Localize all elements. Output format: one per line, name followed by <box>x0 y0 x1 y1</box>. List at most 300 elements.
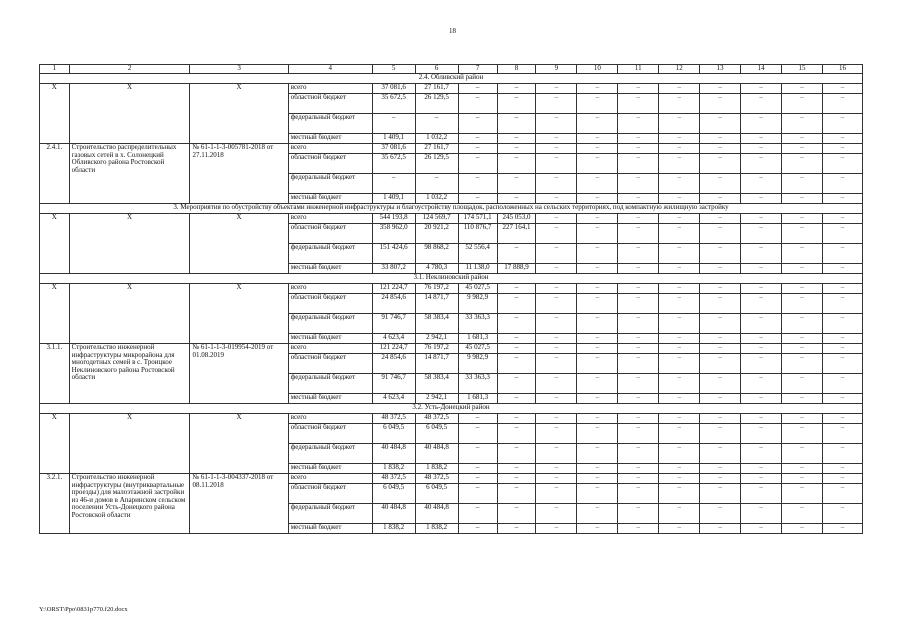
empty-value-col10: – <box>577 114 618 134</box>
empty-value-col15: – <box>782 474 823 484</box>
empty-value-col10: – <box>577 214 618 224</box>
value-col5: 33 807,2 <box>372 264 415 274</box>
value-col8: – <box>497 94 536 114</box>
section-heading: 2.4. Обливский район <box>40 74 863 84</box>
value-col6: 2 942,1 <box>415 394 458 404</box>
empty-value-col12: – <box>659 414 700 424</box>
column-number: 9 <box>536 65 577 74</box>
value-col5: 358 962,0 <box>372 224 415 244</box>
column-number: 4 <box>288 65 372 74</box>
footer-file-path: Y:\ORST\Ppo\0831p770.f20.docx <box>39 606 128 613</box>
column-number: 16 <box>822 65 862 74</box>
empty-value-col12: – <box>659 154 700 174</box>
empty-value-col9: – <box>536 244 577 264</box>
empty-value-col15: – <box>782 114 823 134</box>
empty-value-col15: – <box>782 344 823 354</box>
value-col8: 245 053,0 <box>497 214 536 224</box>
funding-source-label: всего <box>288 84 372 94</box>
value-col5: 37 081,6 <box>372 144 415 154</box>
value-col5: 35 672,5 <box>372 154 415 174</box>
object-name: Строительство инженерной инфраструктуры (внутриквартальные проезды) для малоэтажной застройки из 46-и домов в Апаринском сельском поселении Усть-Донецкого района Ростовской области <box>69 474 190 534</box>
column-number: 6 <box>415 65 458 74</box>
funding-source-label: местный бюджет <box>288 524 372 534</box>
value-col6: 48 372,5 <box>415 474 458 484</box>
value-col5: 4 623,4 <box>372 394 415 404</box>
column-number: 1 <box>40 65 70 74</box>
empty-value-col11: – <box>618 114 659 134</box>
empty-value-col10: – <box>577 354 618 374</box>
value-col5: 4 623,4 <box>372 334 415 344</box>
empty-value-col10: – <box>577 504 618 524</box>
empty-value-col9: – <box>536 524 577 534</box>
empty-value-col9: – <box>536 334 577 344</box>
empty-value-col14: – <box>741 394 782 404</box>
empty-value-col11: – <box>618 344 659 354</box>
value-col6: 58 383,4 <box>415 314 458 334</box>
value-col8: – <box>497 114 536 134</box>
value-col6: – <box>415 114 458 134</box>
empty-value-col14: – <box>741 464 782 474</box>
empty-value-col16: – <box>822 114 862 134</box>
empty-value-col14: – <box>741 134 782 144</box>
empty-value-col12: – <box>659 114 700 134</box>
empty-value-col9: – <box>536 114 577 134</box>
value-col6: 26 129,5 <box>415 94 458 114</box>
value-col6: 124 569,7 <box>415 214 458 224</box>
funding-source-label: местный бюджет <box>288 334 372 344</box>
value-col8: – <box>497 464 536 474</box>
empty-value-col13: – <box>700 354 741 374</box>
empty-value-col11: – <box>618 194 659 204</box>
funding-source-label: местный бюджет <box>288 264 372 274</box>
item-number: 3.1.1. <box>40 344 70 404</box>
value-col7: – <box>458 474 497 484</box>
funding-source-label: федеральный бюджет <box>288 314 372 334</box>
empty-value-col13: – <box>700 474 741 484</box>
empty-value-col13: – <box>700 114 741 134</box>
empty-value-col14: – <box>741 214 782 224</box>
section-heading: 3. Мероприятия по обустройству объектами инженерной инфраструктуры и благоустройству площадок, расположенных на сельских территориях, под компактную жилищную застройку <box>40 204 863 214</box>
empty-value-col9: – <box>536 264 577 274</box>
empty-value-col9: – <box>536 394 577 404</box>
value-col6: 58 383,4 <box>415 374 458 394</box>
value-col8: – <box>497 174 536 194</box>
empty-value-col9: – <box>536 484 577 504</box>
expertise-number: Х <box>190 84 288 144</box>
empty-value-col12: – <box>659 264 700 274</box>
section-heading: 3.1. Неклиновский район <box>40 274 863 284</box>
empty-value-col16: – <box>822 474 862 484</box>
empty-value-col15: – <box>782 144 823 154</box>
empty-value-col13: – <box>700 224 741 244</box>
value-col7: – <box>458 414 497 424</box>
value-col7: – <box>458 524 497 534</box>
empty-value-col9: – <box>536 134 577 144</box>
empty-value-col15: – <box>782 174 823 194</box>
empty-value-col16: – <box>822 424 862 444</box>
empty-value-col15: – <box>782 84 823 94</box>
section-row <box>40 204 863 214</box>
value-col7: – <box>458 464 497 474</box>
empty-value-col15: – <box>782 294 823 314</box>
column-number: 2 <box>69 65 190 74</box>
value-col7: – <box>458 94 497 114</box>
value-col5: 91 746,7 <box>372 314 415 334</box>
value-col7: – <box>458 504 497 524</box>
value-col6: 26 129,5 <box>415 154 458 174</box>
column-number: 8 <box>497 65 536 74</box>
empty-value-col12: – <box>659 344 700 354</box>
value-col5: 40 484,8 <box>372 504 415 524</box>
empty-value-col15: – <box>782 194 823 204</box>
empty-value-col11: – <box>618 444 659 464</box>
value-col8: – <box>497 374 536 394</box>
object-name: Х <box>69 284 190 344</box>
empty-value-col16: – <box>822 294 862 314</box>
budget-table <box>39 64 863 534</box>
funding-source-label: областной бюджет <box>288 224 372 244</box>
value-col7: 52 556,4 <box>458 244 497 264</box>
value-col5: 48 372,5 <box>372 414 415 424</box>
empty-value-col11: – <box>618 354 659 374</box>
value-col5: – <box>372 174 415 194</box>
empty-value-col10: – <box>577 414 618 424</box>
value-col7: 9 982,9 <box>458 354 497 374</box>
value-col8: 17 888,9 <box>497 264 536 274</box>
empty-value-col15: – <box>782 224 823 244</box>
empty-value-col13: – <box>700 394 741 404</box>
empty-value-col11: – <box>618 284 659 294</box>
value-col7: 1 681,3 <box>458 334 497 344</box>
funding-source-label: всего <box>288 214 372 224</box>
funding-source-label: местный бюджет <box>288 194 372 204</box>
empty-value-col10: – <box>577 424 618 444</box>
value-col7: 45 027,5 <box>458 344 497 354</box>
funding-source-label: федеральный бюджет <box>288 114 372 134</box>
empty-value-col14: – <box>741 344 782 354</box>
funding-source-label: областной бюджет <box>288 424 372 444</box>
value-col6: 14 871,7 <box>415 294 458 314</box>
empty-value-col14: – <box>741 314 782 334</box>
empty-value-col10: – <box>577 464 618 474</box>
expertise-number: Х <box>190 214 288 274</box>
empty-value-col9: – <box>536 214 577 224</box>
empty-value-col9: – <box>536 424 577 444</box>
empty-value-col13: – <box>700 214 741 224</box>
funding-source-label: местный бюджет <box>288 394 372 404</box>
value-col8: – <box>497 424 536 444</box>
value-col6: 40 484,8 <box>415 444 458 464</box>
empty-value-col16: – <box>822 84 862 94</box>
empty-value-col14: – <box>741 154 782 174</box>
empty-value-col12: – <box>659 144 700 154</box>
value-col5: – <box>372 114 415 134</box>
value-col5: 151 424,6 <box>372 244 415 264</box>
empty-value-col14: – <box>741 174 782 194</box>
table-row <box>40 344 863 354</box>
empty-value-col9: – <box>536 294 577 314</box>
empty-value-col16: – <box>822 464 862 474</box>
empty-value-col13: – <box>700 444 741 464</box>
funding-source-label: федеральный бюджет <box>288 174 372 194</box>
empty-value-col9: – <box>536 474 577 484</box>
empty-value-col13: – <box>700 524 741 534</box>
empty-value-col10: – <box>577 174 618 194</box>
value-col5: 1 838,2 <box>372 464 415 474</box>
value-col7: – <box>458 444 497 464</box>
empty-value-col9: – <box>536 84 577 94</box>
funding-source-label: областной бюджет <box>288 94 372 114</box>
value-col8: – <box>497 504 536 524</box>
empty-value-col14: – <box>741 444 782 464</box>
value-col6: 14 871,7 <box>415 354 458 374</box>
empty-value-col11: – <box>618 134 659 144</box>
value-col5: 37 081,6 <box>372 84 415 94</box>
empty-value-col15: – <box>782 154 823 174</box>
value-col6: 98 868,2 <box>415 244 458 264</box>
empty-value-col10: – <box>577 264 618 274</box>
value-col8: – <box>497 474 536 484</box>
empty-value-col9: – <box>536 194 577 204</box>
empty-value-col14: – <box>741 414 782 424</box>
funding-source-label: всего <box>288 344 372 354</box>
value-col7: 110 876,7 <box>458 224 497 244</box>
expertise-number: № 61-1-1-3-004337-2018 от 08.11.2018 <box>190 474 288 534</box>
value-col6: 1 838,2 <box>415 464 458 474</box>
empty-value-col9: – <box>536 504 577 524</box>
empty-value-col14: – <box>741 374 782 394</box>
funding-source-label: федеральный бюджет <box>288 444 372 464</box>
item-number: Х <box>40 414 70 474</box>
empty-value-col9: – <box>536 144 577 154</box>
empty-value-col16: – <box>822 344 862 354</box>
empty-value-col16: – <box>822 394 862 404</box>
value-col6: 4 780,3 <box>415 264 458 274</box>
value-col8: – <box>497 444 536 464</box>
empty-value-col13: – <box>700 244 741 264</box>
empty-value-col9: – <box>536 224 577 244</box>
empty-value-col12: – <box>659 464 700 474</box>
value-col7: 174 571,1 <box>458 214 497 224</box>
empty-value-col11: – <box>618 424 659 444</box>
value-col6: 76 197,2 <box>415 284 458 294</box>
empty-value-col13: – <box>700 94 741 114</box>
value-col8: – <box>497 344 536 354</box>
value-col7: – <box>458 194 497 204</box>
value-col6: 20 921,2 <box>415 224 458 244</box>
funding-source-label: всего <box>288 284 372 294</box>
empty-value-col10: – <box>577 154 618 174</box>
empty-value-col13: – <box>700 194 741 204</box>
empty-value-col13: – <box>700 414 741 424</box>
empty-value-col16: – <box>822 144 862 154</box>
expertise-number: Х <box>190 284 288 344</box>
object-name: Строительство инженерной инфраструктуры микрорайона для многодетных семей в с. Троицкое Неклиновского района Ростовской области <box>69 344 190 404</box>
item-number: 3.2.1. <box>40 474 70 534</box>
value-col8: 227 164,1 <box>497 224 536 244</box>
empty-value-col13: – <box>700 264 741 274</box>
column-number: 10 <box>577 65 618 74</box>
empty-value-col9: – <box>536 414 577 424</box>
empty-value-col11: – <box>618 224 659 244</box>
value-col7: – <box>458 174 497 194</box>
object-name: Х <box>69 214 190 274</box>
empty-value-col12: – <box>659 94 700 114</box>
value-col7: 33 363,3 <box>458 374 497 394</box>
empty-value-col16: – <box>822 504 862 524</box>
expertise-number: Х <box>190 414 288 474</box>
value-col8: – <box>497 244 536 264</box>
value-col8: – <box>497 414 536 424</box>
value-col6: 1 032,2 <box>415 134 458 144</box>
value-col5: 121 224,7 <box>372 344 415 354</box>
empty-value-col14: – <box>741 224 782 244</box>
empty-value-col15: – <box>782 414 823 424</box>
value-col8: – <box>497 144 536 154</box>
value-col6: 27 161,7 <box>415 84 458 94</box>
empty-value-col11: – <box>618 374 659 394</box>
value-col7: – <box>458 114 497 134</box>
empty-value-col9: – <box>536 354 577 374</box>
section-heading: 3.2. Усть-Донецкий район <box>40 404 863 414</box>
empty-value-col10: – <box>577 394 618 404</box>
value-col5: 35 672,5 <box>372 94 415 114</box>
empty-value-col11: – <box>618 264 659 274</box>
value-col7: 1 681,3 <box>458 394 497 404</box>
empty-value-col11: – <box>618 294 659 314</box>
empty-value-col15: – <box>782 214 823 224</box>
empty-value-col12: – <box>659 174 700 194</box>
value-col5: 24 854,6 <box>372 294 415 314</box>
empty-value-col15: – <box>782 244 823 264</box>
empty-value-col9: – <box>536 284 577 294</box>
empty-value-col11: – <box>618 174 659 194</box>
empty-value-col15: – <box>782 284 823 294</box>
column-number: 11 <box>618 65 659 74</box>
empty-value-col9: – <box>536 314 577 334</box>
table-row <box>40 474 863 484</box>
value-col5: 6 049,5 <box>372 484 415 504</box>
empty-value-col16: – <box>822 314 862 334</box>
empty-value-col11: – <box>618 464 659 474</box>
value-col5: 544 193,8 <box>372 214 415 224</box>
empty-value-col16: – <box>822 244 862 264</box>
empty-value-col11: – <box>618 94 659 114</box>
funding-source-label: областной бюджет <box>288 354 372 374</box>
empty-value-col12: – <box>659 524 700 534</box>
empty-value-col12: – <box>659 314 700 334</box>
empty-value-col12: – <box>659 444 700 464</box>
empty-value-col16: – <box>822 214 862 224</box>
empty-value-col11: – <box>618 414 659 424</box>
empty-value-col15: – <box>782 374 823 394</box>
empty-value-col10: – <box>577 224 618 244</box>
value-col6: 6 049,5 <box>415 424 458 444</box>
empty-value-col13: – <box>700 464 741 474</box>
empty-value-col16: – <box>822 154 862 174</box>
value-col8: – <box>497 334 536 344</box>
value-col8: – <box>497 524 536 534</box>
empty-value-col16: – <box>822 194 862 204</box>
empty-value-col15: – <box>782 264 823 274</box>
column-number: 15 <box>782 65 823 74</box>
funding-source-label: местный бюджет <box>288 134 372 144</box>
empty-value-col14: – <box>741 264 782 274</box>
empty-value-col16: – <box>822 284 862 294</box>
column-number-row <box>40 65 863 74</box>
value-col5: 48 372,5 <box>372 474 415 484</box>
item-number: Х <box>40 284 70 344</box>
value-col7: 33 363,3 <box>458 314 497 334</box>
value-col6: 1 838,2 <box>415 524 458 534</box>
empty-value-col9: – <box>536 374 577 394</box>
empty-value-col14: – <box>741 424 782 444</box>
table-row <box>40 284 863 294</box>
object-name: Х <box>69 84 190 144</box>
value-col7: – <box>458 144 497 154</box>
empty-value-col15: – <box>782 484 823 504</box>
value-col6: – <box>415 174 458 194</box>
item-number: Х <box>40 214 70 274</box>
funding-source-label: всего <box>288 474 372 484</box>
empty-value-col16: – <box>822 444 862 464</box>
empty-value-col14: – <box>741 284 782 294</box>
empty-value-col15: – <box>782 334 823 344</box>
object-name: Х <box>69 414 190 474</box>
funding-source-label: областной бюджет <box>288 154 372 174</box>
empty-value-col10: – <box>577 444 618 464</box>
column-number: 13 <box>700 65 741 74</box>
empty-value-col14: – <box>741 524 782 534</box>
empty-value-col12: – <box>659 474 700 484</box>
empty-value-col10: – <box>577 294 618 314</box>
value-col5: 1 838,2 <box>372 524 415 534</box>
value-col7: 9 982,9 <box>458 294 497 314</box>
page-number: 18 <box>449 27 456 35</box>
empty-value-col16: – <box>822 264 862 274</box>
empty-value-col15: – <box>782 394 823 404</box>
empty-value-col14: – <box>741 294 782 314</box>
value-col8: – <box>497 484 536 504</box>
value-col7: 11 138,0 <box>458 264 497 274</box>
table-row <box>40 84 863 94</box>
expertise-number: № 61-1-1-3-019954-2019 от 01.08.2019 <box>190 344 288 404</box>
empty-value-col10: – <box>577 194 618 204</box>
empty-value-col9: – <box>536 154 577 174</box>
column-number: 14 <box>741 65 782 74</box>
item-number: 2.4.1. <box>40 144 70 204</box>
empty-value-col11: – <box>618 314 659 334</box>
value-col8: – <box>497 314 536 334</box>
value-col7: – <box>458 424 497 444</box>
value-col6: 40 484,8 <box>415 504 458 524</box>
value-col6: 76 197,2 <box>415 344 458 354</box>
empty-value-col14: – <box>741 84 782 94</box>
value-col8: – <box>497 134 536 144</box>
empty-value-col16: – <box>822 414 862 424</box>
empty-value-col9: – <box>536 444 577 464</box>
empty-value-col10: – <box>577 94 618 114</box>
empty-value-col10: – <box>577 374 618 394</box>
empty-value-col10: – <box>577 484 618 504</box>
empty-value-col11: – <box>618 154 659 174</box>
empty-value-col13: – <box>700 144 741 154</box>
section-row <box>40 274 863 284</box>
empty-value-col9: – <box>536 344 577 354</box>
empty-value-col11: – <box>618 84 659 94</box>
empty-value-col11: – <box>618 394 659 404</box>
empty-value-col13: – <box>700 504 741 524</box>
